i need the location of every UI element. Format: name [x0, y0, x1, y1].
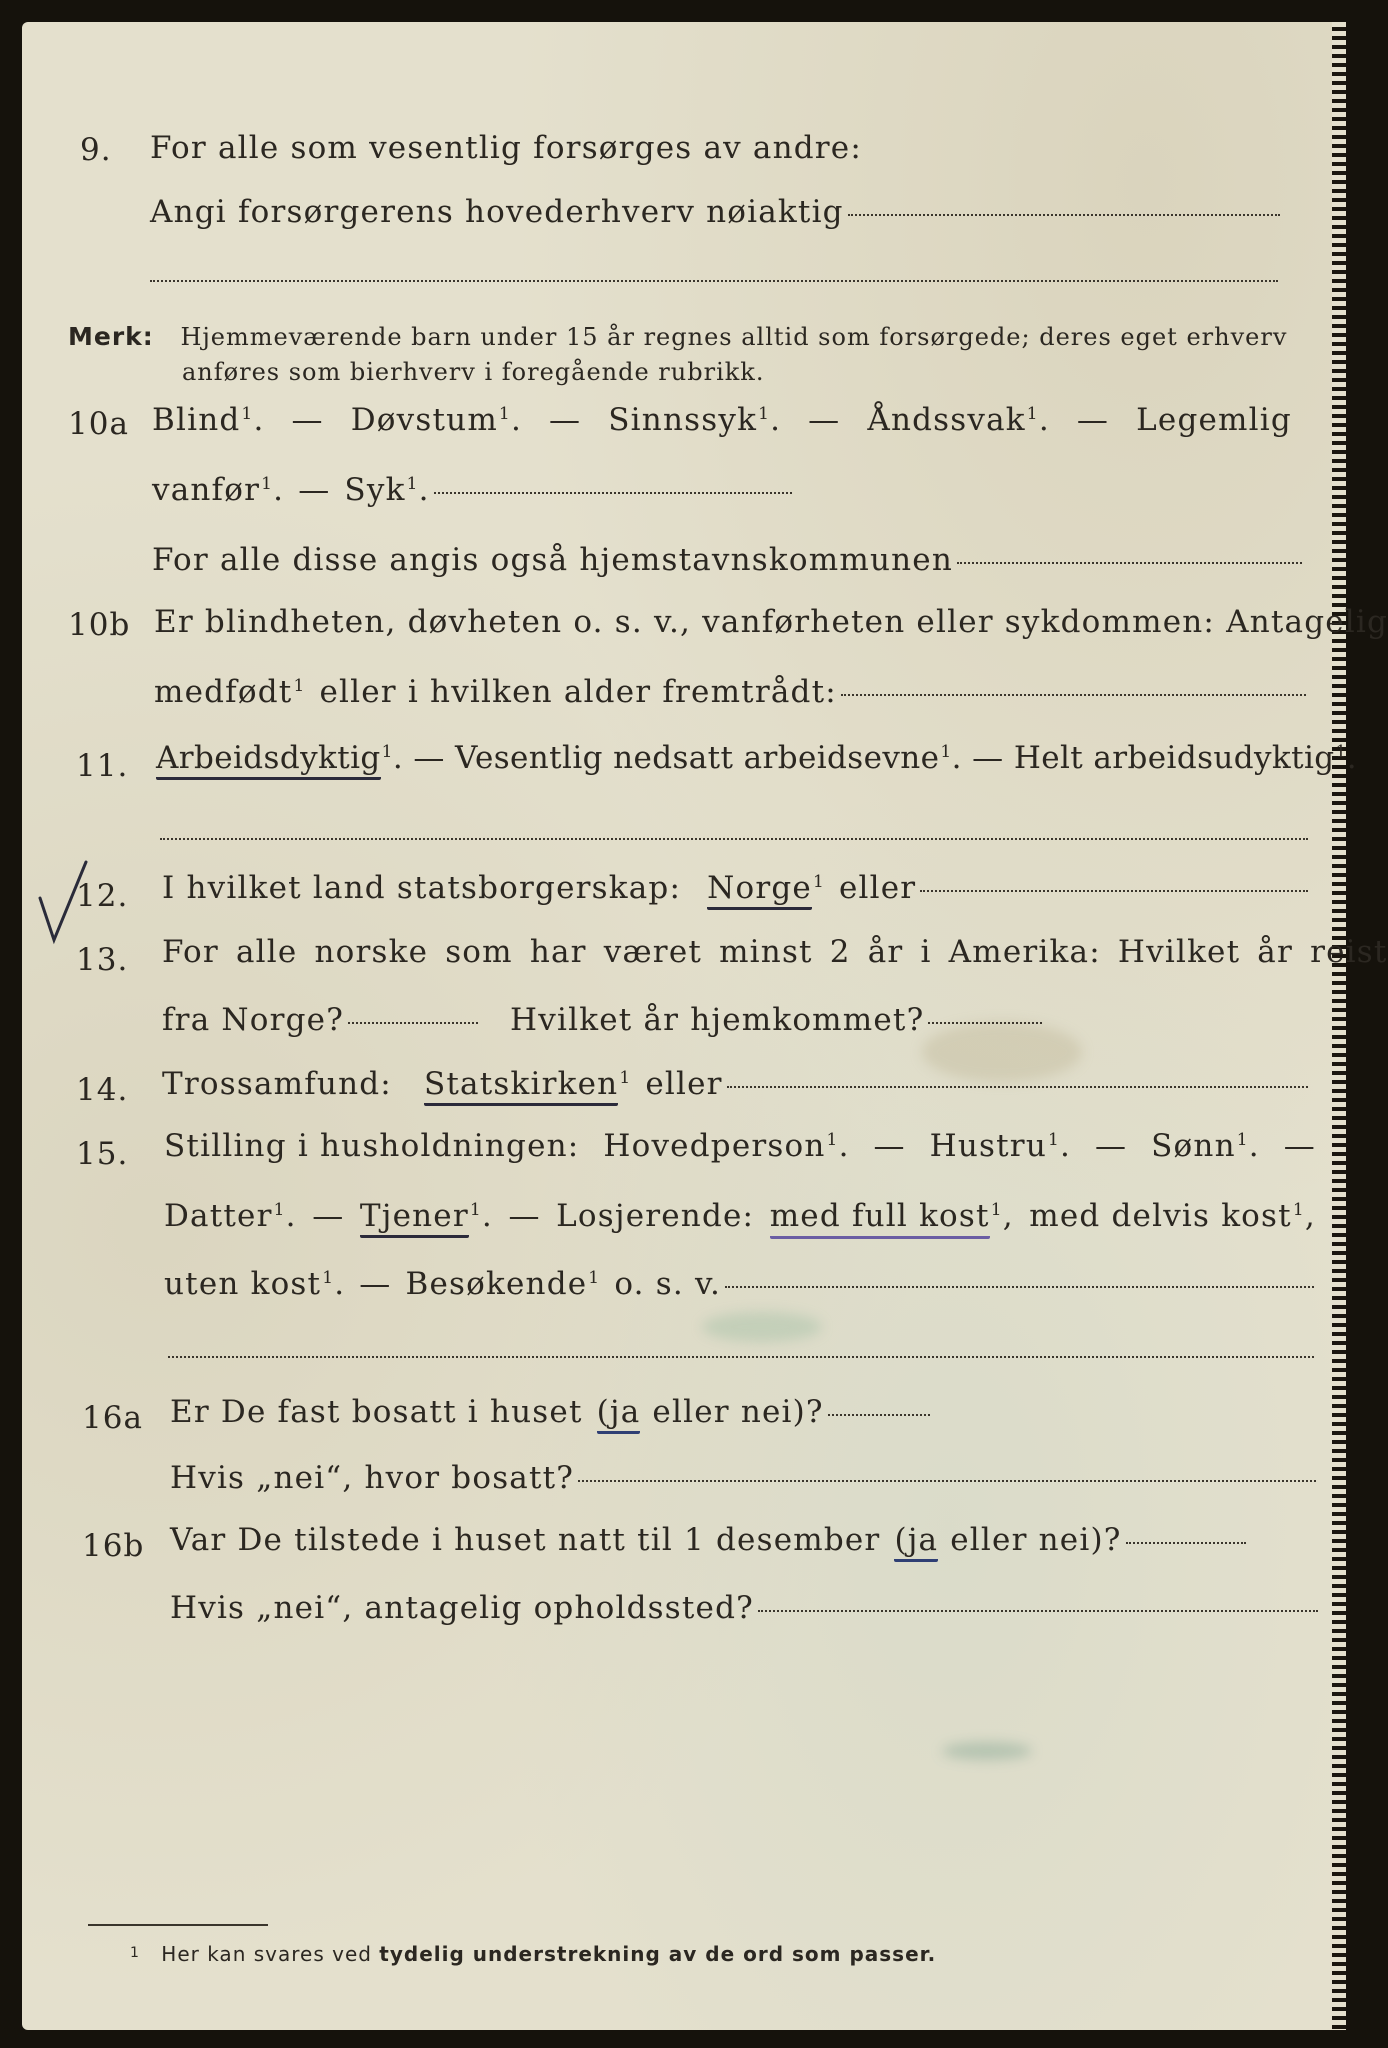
q15-losjerende: Losjerende: [556, 1198, 755, 1234]
option-datter: Datter$^1$. [164, 1198, 297, 1234]
q12-number: 12. [76, 878, 129, 914]
q10a-line3 [152, 542, 1302, 578]
q15-text: Stilling i husholdningen: [164, 1128, 580, 1164]
answer-field[interactable] [957, 562, 1302, 564]
dash: — [413, 740, 445, 776]
q9-line2-text: Angi forsørgerens hovederhverv nøiaktig [150, 194, 844, 230]
dash: — [972, 740, 1004, 776]
merk-text: Hjemmeværende barn under 15 år regnes alltid som forsørgede; deres eget erhverv [180, 323, 1288, 351]
q13-hjemkommet-label: Hvilket år hjemkommet? [510, 1002, 925, 1038]
q13-reist-label: fra Norge? [162, 1002, 345, 1038]
option-helt-udyktig: Helt arbeidsudyktig [1013, 740, 1335, 776]
option-dovstum: Døvstum$^1$. [350, 402, 523, 438]
q16a-line1 [170, 1394, 930, 1434]
q16b-line2 [170, 1590, 1318, 1626]
option-vanfor: vanfør$^1$. [152, 472, 285, 508]
answer-field[interactable] [920, 890, 1308, 892]
q11-line: Arbeidsdyktig$^1$. — Vesentlig nedsatt arbeidsevne$^1$. — Helt arbeidsudyktig$^1$. [156, 740, 1357, 776]
option-hovedperson: Hovedperson$^1$. [603, 1128, 850, 1164]
answer-line[interactable] [160, 838, 1308, 840]
option-legemlig: Legemlig [1136, 402, 1292, 438]
paper-stain [702, 1312, 822, 1342]
q9-number: 9. [80, 132, 112, 168]
dash: — [873, 1128, 906, 1164]
answer-line[interactable] [150, 280, 1278, 282]
q15-line2 [164, 1198, 1316, 1234]
q11-number: 11. [76, 748, 129, 784]
footnote [130, 1942, 936, 1966]
q16a-rest: eller nei)? [652, 1394, 824, 1430]
answer-field[interactable] [725, 1286, 1314, 1288]
q15-number: 15. [76, 1136, 129, 1172]
q16b-rest: eller nei)? [950, 1522, 1122, 1558]
q13-number: 13. [76, 942, 129, 978]
q15-osv: o. s. v. [614, 1266, 722, 1302]
q13-line1: For alle norske som har været minst 2 år i Amerika: Hvilket år reist [162, 934, 1388, 970]
merk-note-line2: anføres som bierhverv i foregående rubrikk. [182, 358, 765, 386]
dash: — [808, 402, 841, 438]
q10b-number: 10b [68, 607, 131, 643]
census-form-page [22, 22, 1388, 2030]
merk-label: Merk: [68, 322, 154, 351]
answer-field[interactable] [727, 1086, 1308, 1088]
option-sonn: Sønn$^1$. [1151, 1128, 1260, 1164]
q14-line [162, 1066, 1308, 1102]
answer-field[interactable] [841, 694, 1306, 696]
q9-line2 [150, 194, 1280, 230]
q10a-line2 [152, 472, 792, 508]
option-besokende: Besøkende$^1$ [405, 1266, 601, 1302]
footnote-text: Her kan svares ved [161, 1942, 372, 1966]
dash: — [298, 472, 331, 508]
answer-line[interactable] [168, 1356, 1314, 1358]
answer-field[interactable] [758, 1610, 1318, 1612]
q16b-text: Var De tilstede i huset natt til 1 desember [170, 1522, 881, 1558]
q14-number: 14. [76, 1072, 129, 1108]
q10b-line2 [154, 674, 1306, 710]
option-norge: Norge$^1$ [707, 870, 825, 906]
q16a-hvor-bosatt: Hvis „nei“, hvor bosatt? [170, 1460, 575, 1496]
option-statskirken: Statskirken$^1$ [424, 1066, 631, 1102]
option-andssvak: Åndssvak$^1$. [867, 402, 1050, 438]
option-ja-16a: (ja [597, 1394, 641, 1434]
q10a-line1 [152, 402, 1292, 438]
option-med-delvis-kost: med delvis kost$^1$, [1029, 1198, 1316, 1234]
dash: — [291, 402, 324, 438]
option-uten-kost: uten kost$^1$. [164, 1266, 346, 1302]
option-tjener: Tjener$^1$. [360, 1198, 493, 1234]
q10a-number: 10a [68, 406, 129, 442]
paper-stain [942, 1742, 1032, 1760]
q16a-line2 [170, 1460, 1316, 1496]
q14-text: Trossamfund: [162, 1066, 392, 1102]
answer-field[interactable] [828, 1414, 930, 1416]
perforated-edge [1332, 22, 1346, 2030]
dash: — [312, 1198, 345, 1234]
q10b-line1: Er blindheten, døvheten o. s. v., vanførheten eller sykdommen: Antagelig [154, 604, 1388, 640]
option-sinnssyk: Sinnssyk$^1$. [608, 402, 782, 438]
q12-eller: eller [838, 870, 917, 906]
q14-eller: eller [645, 1066, 723, 1102]
q10b-line2-text: eller i hvilken alder fremtrådt: [319, 674, 837, 710]
dash: — [1095, 1128, 1128, 1164]
footnote-rule [88, 1924, 268, 1926]
q12-line [162, 870, 1308, 906]
q16b-opholdssted: Hvis „nei“, antagelig opholdssted? [170, 1590, 754, 1626]
option-arbeidsdyktig: Arbeidsdyktig [156, 740, 381, 780]
answer-field-hjemkommet[interactable] [928, 1022, 1042, 1024]
q16b-line1 [170, 1522, 1246, 1562]
option-hustru: Hustru$^1$. [929, 1128, 1072, 1164]
answer-field-reist[interactable] [348, 1022, 478, 1024]
footnote-mark: 1 [130, 1945, 140, 1961]
answer-field[interactable] [1126, 1542, 1246, 1544]
answer-field[interactable] [578, 1480, 1316, 1482]
q13-line2 [162, 1002, 1042, 1038]
dash: — [359, 1266, 392, 1302]
option-blind: Blind$^1$. [152, 402, 265, 438]
dash: — [1283, 1128, 1316, 1164]
q15-line1 [164, 1128, 1316, 1164]
answer-field[interactable] [434, 492, 792, 494]
merk-note-line1 [68, 322, 1287, 351]
dash: — [549, 402, 582, 438]
option-med-full-kost: med full kost$^1$, [770, 1198, 1014, 1234]
footnote-bold: tydelig understrekning av de ord som passer. [379, 1942, 937, 1966]
q12-text: I hvilket land statsborgerskap: [162, 870, 682, 906]
q9-line1: For alle som vesentlig forsørges av andre: [150, 130, 862, 166]
dash: — [1076, 402, 1110, 438]
answer-field[interactable] [848, 214, 1280, 216]
dash: — [508, 1198, 541, 1234]
q16a-number: 16a [82, 1400, 143, 1436]
q16b-number: 16b [82, 1528, 145, 1564]
q10a-line3-text: For alle disse angis også hjemstavnskommunen [152, 542, 953, 578]
q15-line3 [164, 1266, 1314, 1302]
option-medfodt: medfødt$^1$ [154, 674, 306, 710]
q16a-text: Er De fast bosatt i huset [170, 1394, 583, 1430]
option-vesentlig-nedsatt: Vesentlig nedsatt arbeidsevne [455, 740, 940, 776]
option-ja-16b: (ja [894, 1522, 938, 1562]
option-syk: Syk$^1$. [344, 472, 430, 508]
